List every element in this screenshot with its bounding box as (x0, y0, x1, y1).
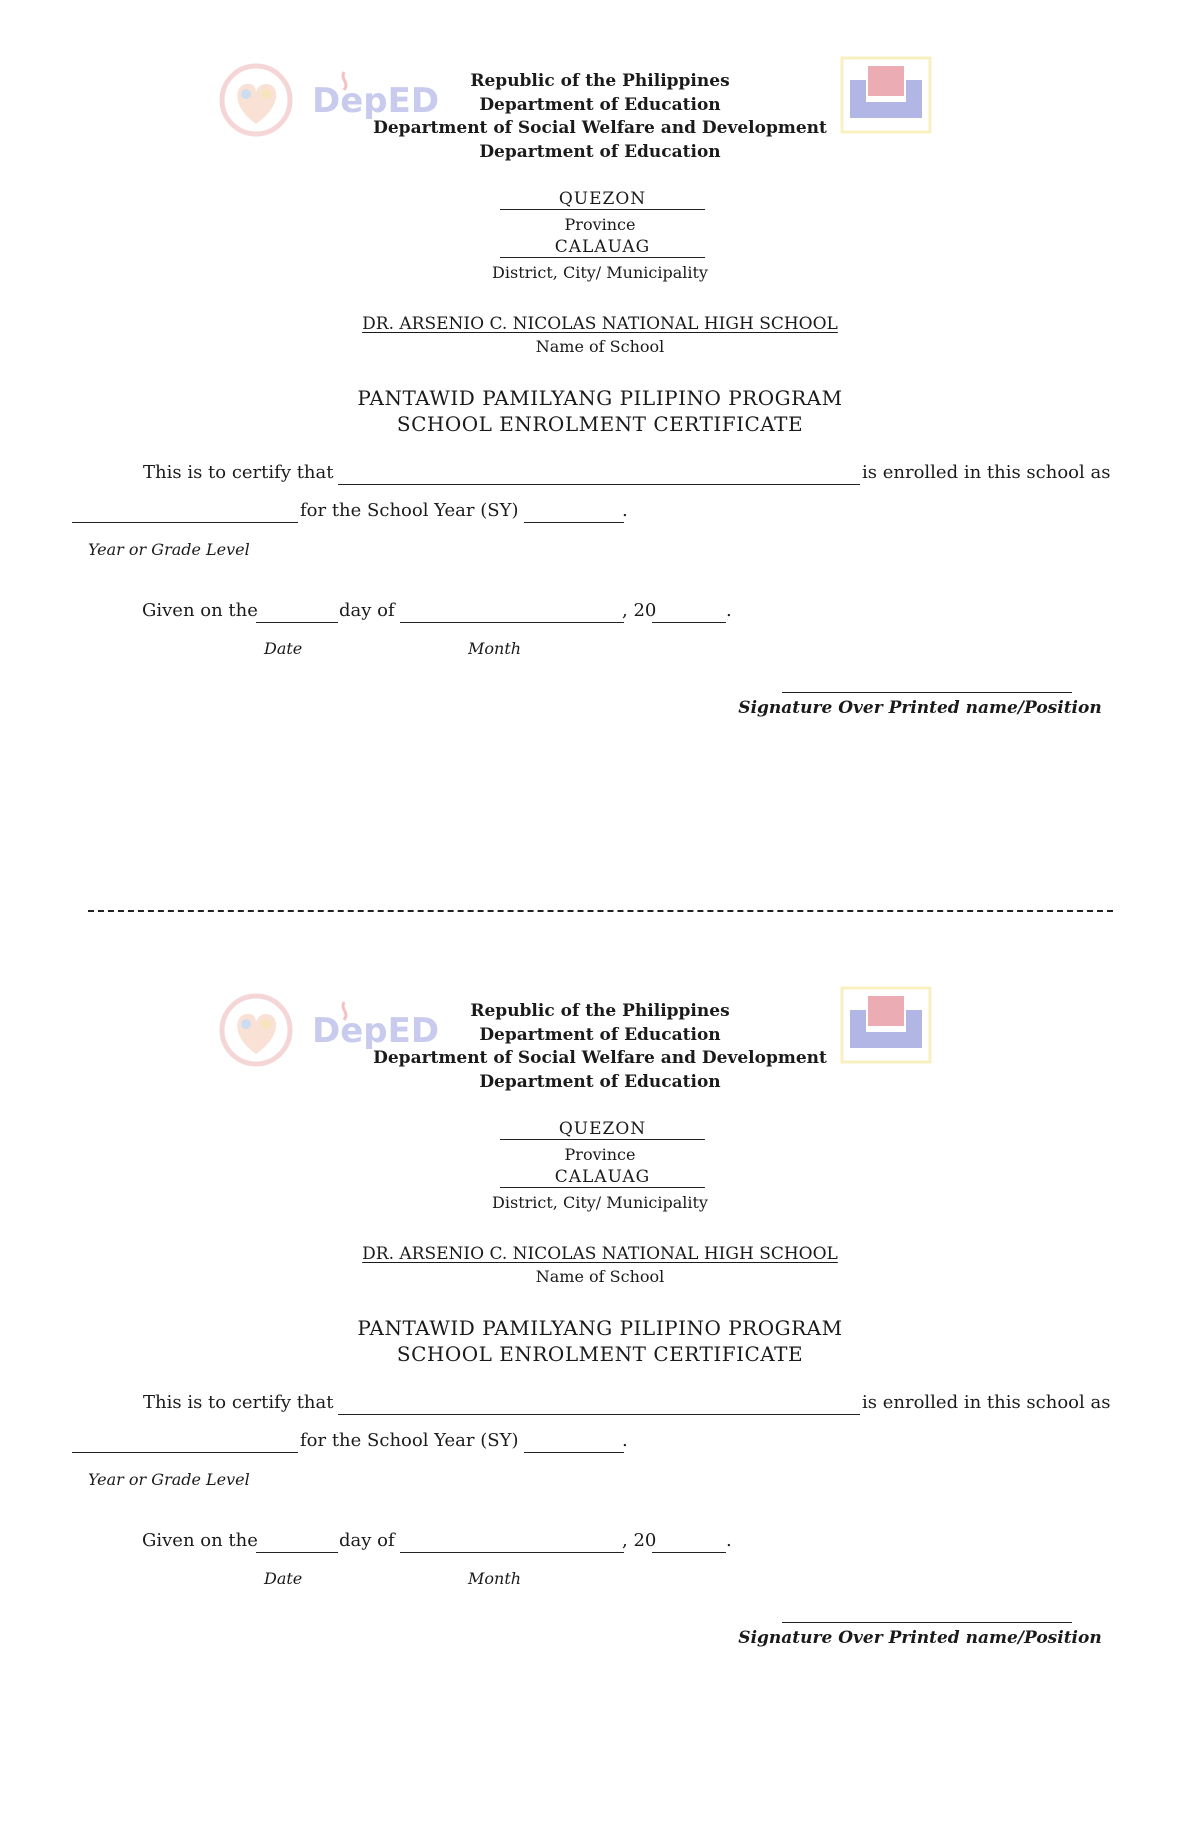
deped-logo-text: DepED (312, 81, 440, 121)
certificate-bottom (0, 930, 1200, 1690)
date-period: . (726, 600, 732, 621)
date-caption: Date (264, 639, 303, 658)
signature-line (782, 692, 1072, 693)
certify-prefix: This is to certify that (143, 462, 334, 483)
grade-level-caption: Year or Grade Level (88, 540, 250, 559)
certify-suffix: is enrolled in this school as (862, 1392, 1111, 1413)
year-prefix: , 20 (622, 600, 657, 621)
year-blank (652, 622, 726, 623)
date-period: . (726, 1530, 732, 1551)
school-year-period: . (622, 1430, 628, 1451)
program-title: PANTAWID PAMILYANG PILIPINO PROGRAM (357, 386, 843, 410)
student-name-blank (338, 484, 860, 485)
province-value: QUEZON (500, 1119, 705, 1140)
month-blank (400, 622, 624, 623)
school-name: DR. ARSENIO C. NICOLAS NATIONAL HIGH SCHOOL (362, 1244, 838, 1264)
day-of-text: day of (339, 1530, 395, 1551)
school-label: Name of School (535, 1267, 665, 1286)
school-year-blank (524, 1452, 624, 1453)
school-name: DR. ARSENIO C. NICOLAS NATIONAL HIGH SCHOOL (362, 314, 838, 334)
day-of-text: day of (339, 600, 395, 621)
certificate-title: SCHOOL ENROLMENT CERTIFICATE (396, 1342, 804, 1366)
header-republic: Republic of the Philippines (470, 71, 730, 91)
header-dswd: Department of Social Welfare and Development (373, 1048, 827, 1068)
year-prefix: , 20 (622, 1530, 657, 1551)
school-year-text: for the School Year (SY) (300, 1430, 519, 1451)
district-value: CALAUAG (500, 237, 705, 258)
certify-prefix: This is to certify that (143, 1392, 334, 1413)
header-republic: Republic of the Philippines (470, 1001, 730, 1021)
signature-caption: Signature Over Printed name/Position (738, 698, 1102, 718)
grade-level-caption: Year or Grade Level (88, 1470, 250, 1489)
certificate-title: SCHOOL ENROLMENT CERTIFICATE (396, 412, 804, 436)
deped-logo-text: DepED (312, 1011, 440, 1051)
district-value: CALAUAG (500, 1167, 705, 1188)
district-label: District, City/ Municipality (492, 1193, 708, 1212)
school-year-blank (524, 522, 624, 523)
cut-line (88, 910, 1113, 912)
certify-suffix: is enrolled in this school as (862, 462, 1111, 483)
province-label: Province (564, 215, 636, 234)
program-title: PANTAWID PAMILYANG PILIPINO PROGRAM (357, 1316, 843, 1340)
certificate-top (0, 0, 1200, 760)
header-deped: Department of Education (479, 94, 721, 115)
province-value: QUEZON (500, 189, 705, 210)
district-label: District, City/ Municipality (492, 263, 708, 282)
month-caption: Month (468, 639, 522, 658)
month-caption: Month (468, 1569, 522, 1588)
header-deped: Department of Education (479, 1024, 721, 1045)
letterhead (0, 1000, 1200, 1094)
grade-level-blank (72, 522, 298, 523)
date-blank (256, 1552, 338, 1553)
year-blank (652, 1552, 726, 1553)
signature-line (782, 1622, 1072, 1623)
school-label: Name of School (535, 337, 665, 356)
header-deped-repeat: Department of Education (479, 141, 721, 162)
province-label: Province (564, 1145, 636, 1164)
date-blank (256, 622, 338, 623)
header-dswd: Department of Social Welfare and Development (373, 118, 827, 138)
grade-level-blank (72, 1452, 298, 1453)
month-blank (400, 1552, 624, 1553)
student-name-blank (338, 1414, 860, 1415)
given-on-text: Given on the (142, 600, 258, 621)
header-deped-repeat: Department of Education (479, 1071, 721, 1092)
date-caption: Date (264, 1569, 303, 1588)
school-year-text: for the School Year (SY) (300, 500, 519, 521)
signature-caption: Signature Over Printed name/Position (738, 1628, 1102, 1648)
letterhead (0, 70, 1200, 164)
given-on-text: Given on the (142, 1530, 258, 1551)
school-year-period: . (622, 500, 628, 521)
